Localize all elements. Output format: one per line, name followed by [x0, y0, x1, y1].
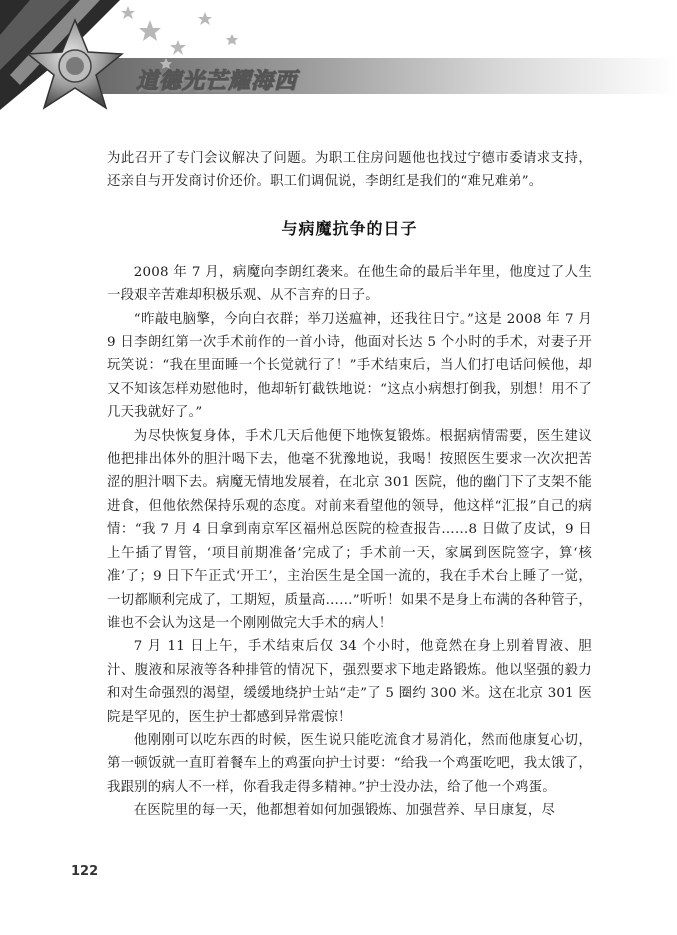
paragraph: 7 月 11 日上午，手术结束后仅 34 个小时，他竟然在身上别着胃液、胆汁、腹液和尿液等各种排管的情况下，强烈要求下地走路锻炼。他以坚强的毅力和对生命强烈的渴望，缓缓地绕护士站“走”了 5 圈约 300 米。这在北京 301 医院是罕见的，医生护士都感到异常震惊！	[107, 639, 592, 725]
section-title: 与病魔抗争的日子	[281, 218, 418, 238]
banner-title: 道德光芒耀海西	[136, 69, 298, 94]
paragraph: “昨敲电脑擎，今向白衣群；举刀送瘟神，还我往日宁。”这是 2008 年 7 月 9 日李朗红第一次手术前作的一首小诗，他面对长达 5 个小时的手术，对妻子开玩笑说：“我在里面睡一个长觉就行了！”手术结束后，当人们打电话问候他，却又不知该怎样劝慰他时，他却斩钉截铁地说：“这点小病想打倒我，别想！用不了几天我就好了。”	[107, 311, 592, 421]
paragraph-intro: 为此召开了专门会议解决了问题。为职工住房问题他也找过宁德市委请求支持，还亲自与开发商讨价还价。职工们调侃说，李朗红是我们的“难兄难弟”。	[107, 151, 592, 190]
paragraph: 在医院里的每一天，他都想着如何加强锻炼、加强营养、早日康复，尽	[133, 803, 556, 819]
paragraph: 2008 年 7 月，病魔向李朗红袭来。在他生命的最后半年里，他度过了人生一段艰辛苦难却积极乐观、从不言弃的日子。	[107, 264, 592, 304]
paragraph: 为尽快恢复身体，手术几天后他便下地恢复锻炼。根据病情需要，医生建议他把排出体外的胆汁喝下去，他毫不犹豫地说，我喝！按照医生要求一次次把苦涩的胆汁咽下去。病魔无情地发展着，在北京 301 医院，他的幽门下了支架不能进食，但他依然保持乐观的态度。对前来看望他的领导，他这样“汇报”自己的病情：“我 7 月 4 日拿到南京军区福州总医院的检查报告……8 日做了皮试，9 日上午插了胃管，‘项目前期准备’完成了；手术前一天，家属到医院签字，算‘核准’了；9 日下午正式‘开工’，主治医生是全国一流的，我在手术台上睡了一觉，一切都顺利完成了，工期短，质量高……”听听！如果不是身上布满的各种管子，谁也不会认为这是一个刚刚做完大手术的病人！	[107, 428, 592, 631]
page-number: 122	[71, 864, 99, 879]
paragraph: 他刚刚可以吃东西的时候，医生说只能吃流食才易消化，然而他康复心切，第一顿饭就一直盯着餐车上的鸡蛋向护士讨要：“给我一个鸡蛋吃吧，我太饿了，我跟别的病人不一样，你看我走得多精神。”护士没办法，给了他一个鸡蛋。	[107, 732, 592, 795]
header-banner	[0, 0, 677, 130]
page-content	[107, 147, 592, 823]
header-decoration	[0, 0, 677, 130]
